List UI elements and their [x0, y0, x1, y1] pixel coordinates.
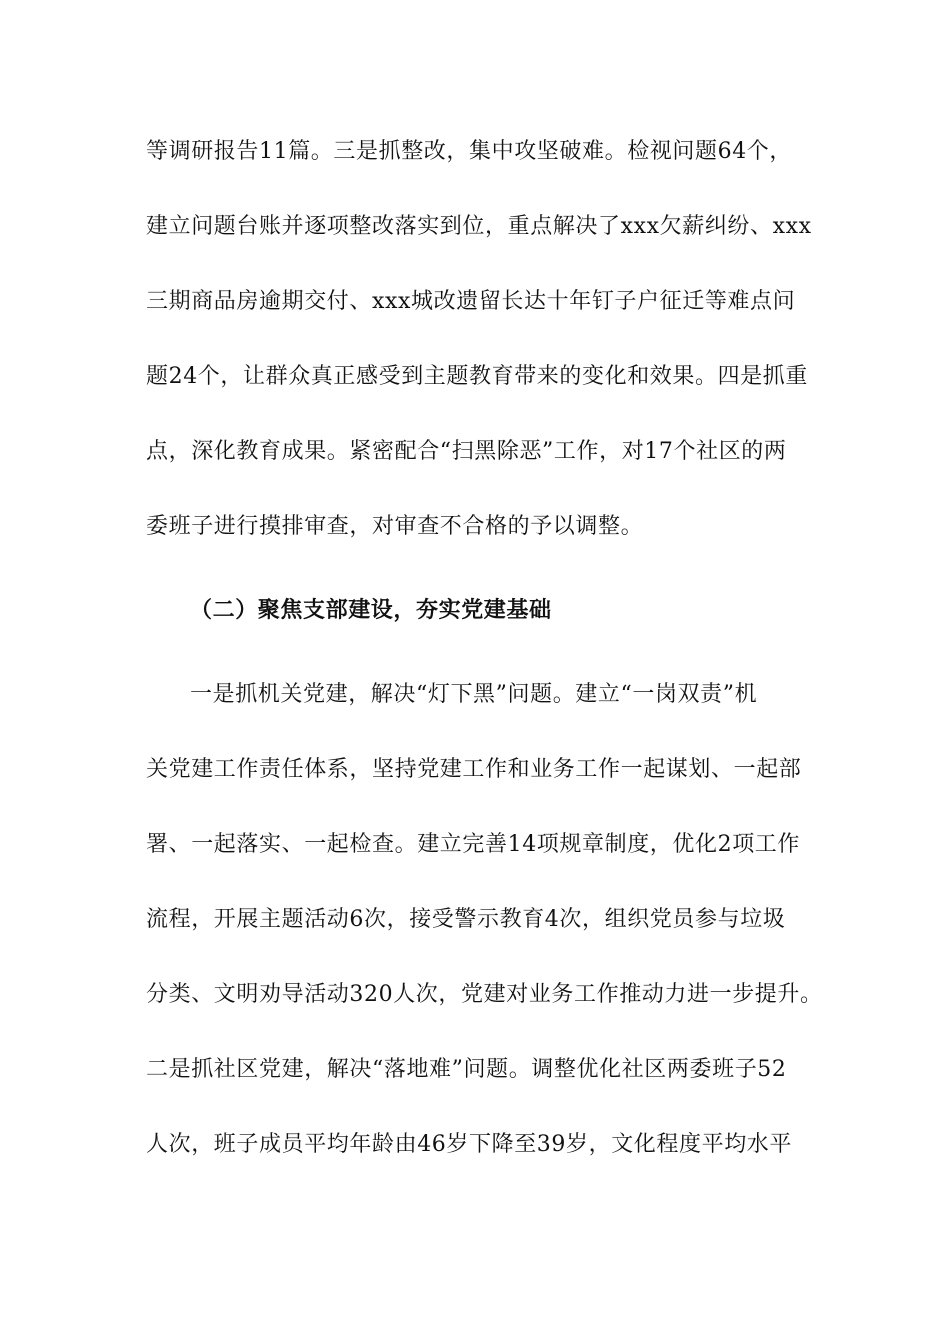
paragraph-line-3: 三期商品房逾期交付、xxx城改遗留长达十年钉子户征迁等难点问: [146, 289, 796, 314]
section-line-6: 二是抓社区党建，解决“落地难”问题。调整优化社区两委班子52: [146, 1057, 787, 1082]
section-line-1: 一是抓机关党建，解决“灯下黑”问题。建立“一岗双责”机: [190, 682, 758, 707]
section-heading: （二）聚焦支部建设，夯实党建基础: [190, 597, 552, 623]
section-line-5: 分类、文明劝导活动320人次，党建对业务工作推动力进一步提升。: [146, 982, 823, 1007]
section-line-7: 人次，班子成员平均年龄由46岁下降至39岁，文化程度平均水平: [146, 1132, 792, 1157]
paragraph-line-5: 点，深化教育成果。紧密配合“扫黑除恶”工作，对17个社区的两: [146, 439, 787, 464]
section-line-4: 流程，开展主题活动6次，接受警示教育4次，组织党员参与垃圾: [146, 907, 786, 932]
paragraph-line-6: 委班子进行摸排审查，对审查不合格的予以调整。: [146, 514, 644, 539]
section-line-3: 署、一起落实、一起检查。建立完善14项规章制度，优化2项工作: [146, 832, 800, 857]
paragraph-line-4: 题24个，让群众真正感受到主题教育带来的变化和效果。四是抓重: [146, 364, 808, 389]
paragraph-line-2: 建立问题台账并逐项整改落实到位，重点解决了xxx欠薪纠纷、xxx: [146, 214, 812, 239]
section-line-2: 关党建工作责任体系，坚持党建工作和业务工作一起谋划、一起部: [146, 757, 802, 782]
paragraph-line-1: 等调研报告11篇。三是抓整改，集中攻坚破难。检视问题64个，: [146, 139, 792, 164]
